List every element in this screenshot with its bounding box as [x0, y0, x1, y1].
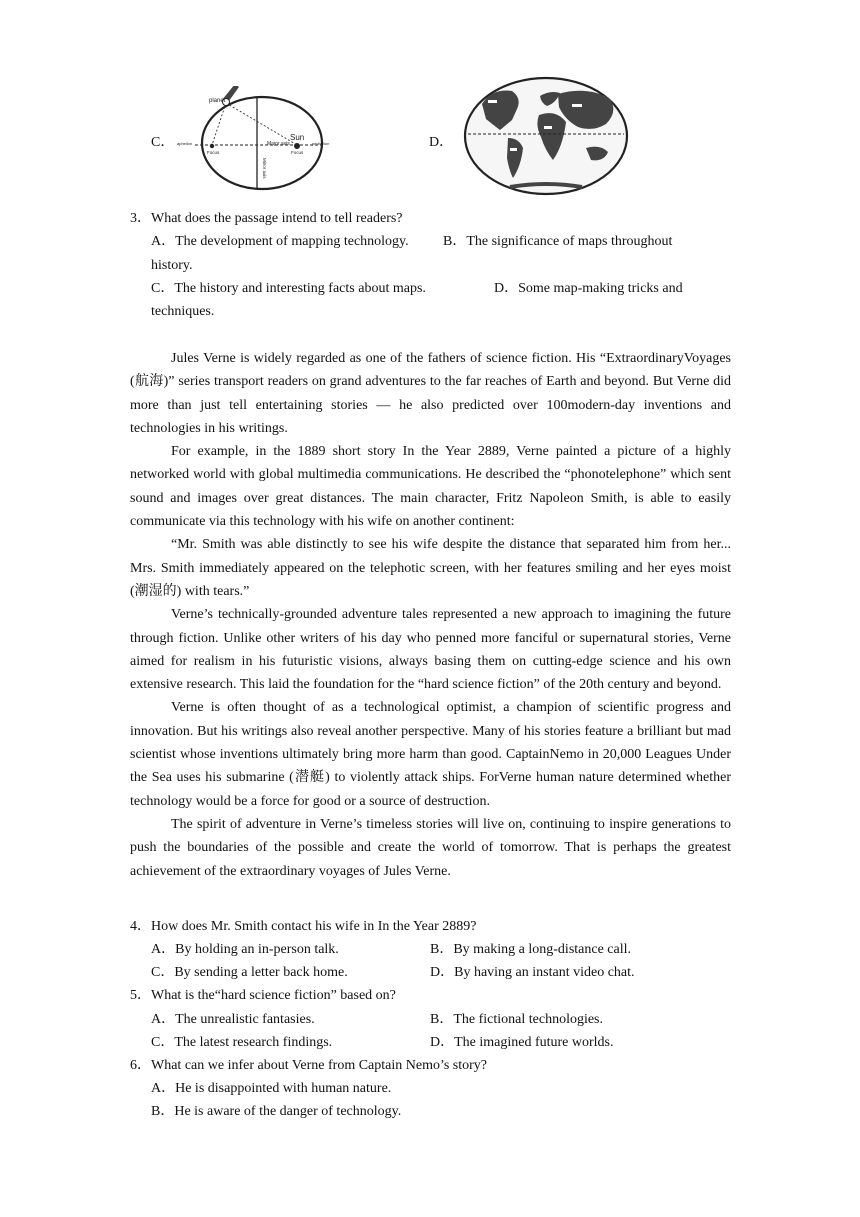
passage-paragraph-1: Jules Verne is widely regarded as one of the fathers of science fiction. His “ExtraordinaryVoyages (航海)” series transport readers on grand adventures to the far reaches of Earth and beyond. But Verne did more than just tell entertaining stories — he also predicted over 100modern-day inventions and technologies in his writings. — [130, 351, 731, 436]
question-5-option-d[interactable]: D．The imagined future worlds. — [430, 1035, 614, 1050]
question-4-option-c[interactable]: C．By sending a letter back home. — [151, 965, 348, 980]
passage-paragraph-5: Verne is often thought of as a technological optimist, a champion of scientific progress and innovation. But his writings also reveal another perspective. Many of his stories feature a brilliant but mad scientist whose inventions ultimately bring more harm than good. CaptainNemo in 20,000 Leagues Under the Sea uses his submarine (潜艇) to violently attack ships. ForVerne human nature determined whether technology would be a force for good or a source of destruction. — [130, 700, 731, 809]
question-3-stem: 3．What does the passage intend to tell readers? — [130, 211, 403, 226]
question-5-option-a[interactable]: A．The unrealistic fantasies. — [151, 1012, 315, 1027]
orbit-major-axis-label: Major axis — [267, 141, 290, 147]
passage-paragraph-4: Verne’s technically-grounded adventure tales represented a new approach to imagining the future through fiction. Unlike other writers of his day who penned more fanciful or supernatural stories, Verne aimed for realism in his futuristic visions, always basing them on cutting-edge science and his own extensive research. This laid the foundation for the “hard science fiction” of the 20th century and beyond. — [130, 607, 731, 693]
question-3-option-d-cont: techniques. — [151, 304, 215, 319]
option-c-label: C． — [151, 135, 175, 150]
orbit-perihelion-label: perihelion — [312, 141, 330, 146]
question-6-option-a[interactable]: A．He is disappointed with human nature. — [151, 1081, 392, 1096]
passage-paragraph-2: For example, in the 1889 short story In the Year 2889, Verne painted a picture of a highly networked world with global multimedia communications. He described the “phonotelephone” which sent sound and images over great distances. The main character, Fritz Napoleon Smith, is able to easily communicate via this technology with his wife on another continent: — [130, 444, 731, 530]
question-4-option-a[interactable]: A．By holding an in-person talk. — [151, 942, 339, 957]
question-5-option-b[interactable]: B．The fictional technologies. — [430, 1012, 604, 1027]
question-3-option-b[interactable]: B．The significance of maps throughout — [443, 234, 673, 249]
orbit-sun-label: Sun — [290, 133, 305, 142]
option-d-label: D． — [429, 135, 454, 150]
passage-paragraph-3: “Mr. Smith was able distinctly to see his wife despite the distance that separated him from her... Mrs. Smith immediately appeared on the telephotic screen, with her features smiling and her eyes moist (潮湿的) with tears.” — [130, 537, 731, 599]
question-3-option-b-cont: history. — [151, 258, 193, 273]
question-3-option-d[interactable]: D．Some map-making tricks and — [494, 281, 683, 296]
question-6-option-b[interactable]: B．He is aware of the danger of technology. — [151, 1104, 402, 1119]
orbit-minor-axis-label: Minor axis — [262, 158, 267, 179]
question-4-option-b[interactable]: B．By making a long-distance call. — [430, 942, 632, 957]
question-3-option-c[interactable]: C．The history and interesting facts about maps. — [151, 281, 426, 296]
question-4-option-d[interactable]: D．By having an instant video chat. — [430, 965, 635, 980]
orbit-focus-left-label: Focus — [207, 150, 220, 155]
orbit-focus-right-label: Focus — [291, 150, 304, 155]
reading-passage — [130, 347, 731, 883]
world-map-figure — [460, 74, 632, 198]
orbit-planet-label: planet — [209, 98, 226, 104]
passage-paragraph-6: The spirit of adventure in Verne’s timeless stories will live on, continuing to inspire generations to push the boundaries of the possible and create the world of tomorrow. That is perhaps the greatest achievement of the extraordinary voyages of Jules Verne. — [130, 816, 731, 879]
question-5-option-c[interactable]: C．The latest research findings. — [151, 1035, 333, 1050]
orbit-aphelion-label: aphelion — [177, 141, 193, 146]
question-5-stem: 5．What is the“hard science fiction” based on? — [130, 988, 396, 1003]
question-3-option-a[interactable]: A．The development of mapping technology. — [151, 234, 409, 249]
orbit-diagram-figure — [175, 86, 347, 196]
question-6-stem: 6．What can we infer about Verne from Captain Nemo’s story? — [130, 1058, 488, 1073]
question-4-stem: 4．How does Mr. Smith contact his wife in In the Year 2889? — [130, 919, 477, 934]
